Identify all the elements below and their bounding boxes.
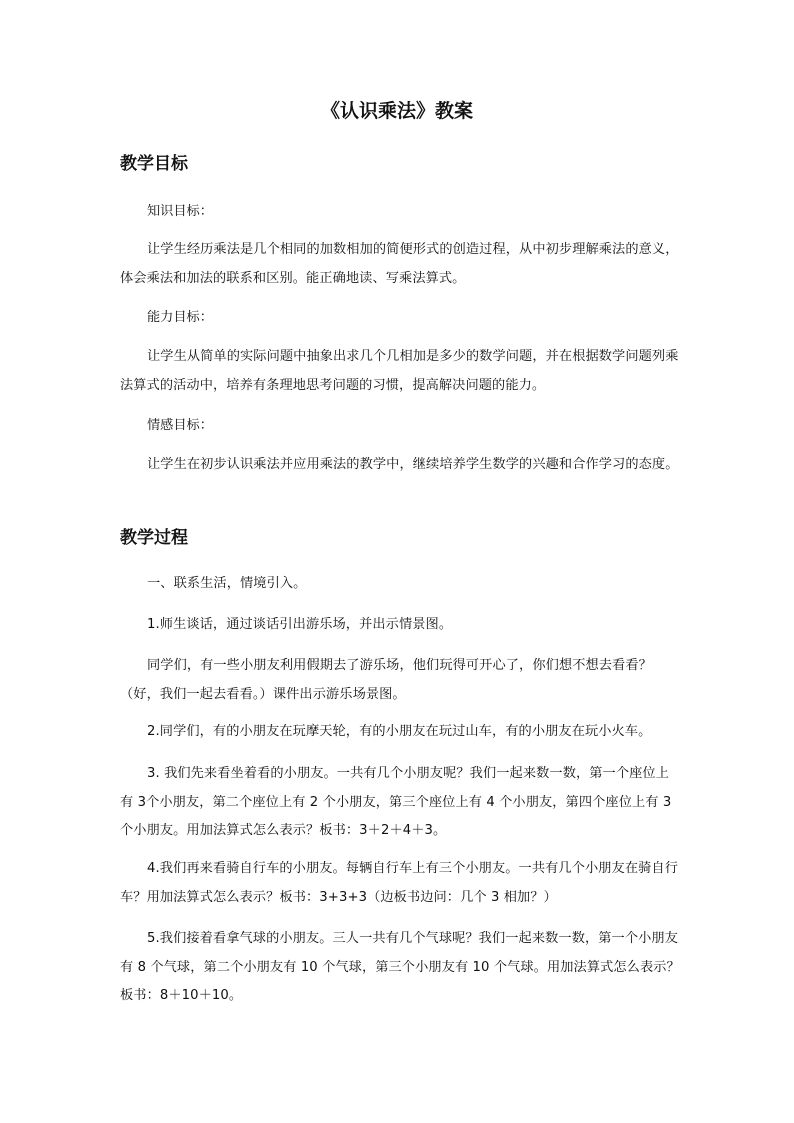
label-emotion-goal: 情感目标： — [147, 418, 213, 433]
paragraph-step-1: 1.师生谈话，通过谈话引出游乐场，并出示情景图。 — [147, 617, 453, 632]
paragraph-step-5: 5.我们接着看拿气球的小朋友。三人一共有几个气球呢？我们一起来数一数，第一个小朋友有 8 个气球，第二个小朋友有 10 个气球，第三个小朋友有 10 个气球。用加法算式怎么表示？板书：8＋10＋10。 — [120, 931, 680, 1003]
section-heading-objectives: 教学目标 — [120, 154, 188, 174]
document-title: 《认识乘法》教案 — [320, 100, 473, 122]
paragraph-step-1-dialog: 同学们，有一些小朋友利用假期去了游乐场，他们玩得可开心了，你们想不想去看看？（好，我们一起去看看。）课件出示游乐场景图。 — [120, 658, 652, 702]
paragraph-step-intro: 一、联系生活，情境引入。 — [147, 576, 307, 591]
paragraph-ability-goal: 让学生从简单的实际问题中抽象出求几个几相加是多少的数学问题，并在根据数学问题列乘法算式的活动中，培养有条理地思考问题的习惯，提高解决问题的能力。 — [120, 349, 679, 393]
section-heading-process: 教学过程 — [120, 528, 188, 548]
label-knowledge-goal: 知识目标： — [147, 204, 213, 219]
paragraph-emotion-goal: 让学生在初步认识乘法并应用乘法的教学中，继续培养学生数学的兴趣和合作学习的态度。 — [147, 457, 679, 472]
paragraph-step-2: 2.同学们，有的小朋友在玩摩天轮，有的小朋友在玩过山车，有的小朋友在玩小火车。 — [147, 724, 652, 739]
label-ability-goal: 能力目标： — [147, 310, 213, 325]
paragraph-knowledge-goal: 让学生经历乘法是几个相同的加数相加的简便形式的创造过程，从中初步理解乘法的意义，体会乘法和加法的联系和区别。能正确地读、写乘法算式。 — [120, 242, 679, 286]
paragraph-step-4: 4.我们再来看骑自行车的小朋友。每辆自行车上有三个小朋友。一共有几个小朋友在骑自行车？用加法算式怎么表示？板书：3+3+3（边板书边问：几个 3 相加？） — [120, 861, 678, 905]
paragraph-step-3: 3. 我们先来看坐着看的小朋友。一共有几个小朋友呢？我们一起来数一数，第一个座位上有 3个小朋友，第二个座位上有 2 个小朋友，第三个座位上有 4 个小朋友，第四个座位上有 3个小朋友。用加法算式怎么表示？板书：3＋2＋4＋3。 — [120, 766, 672, 838]
